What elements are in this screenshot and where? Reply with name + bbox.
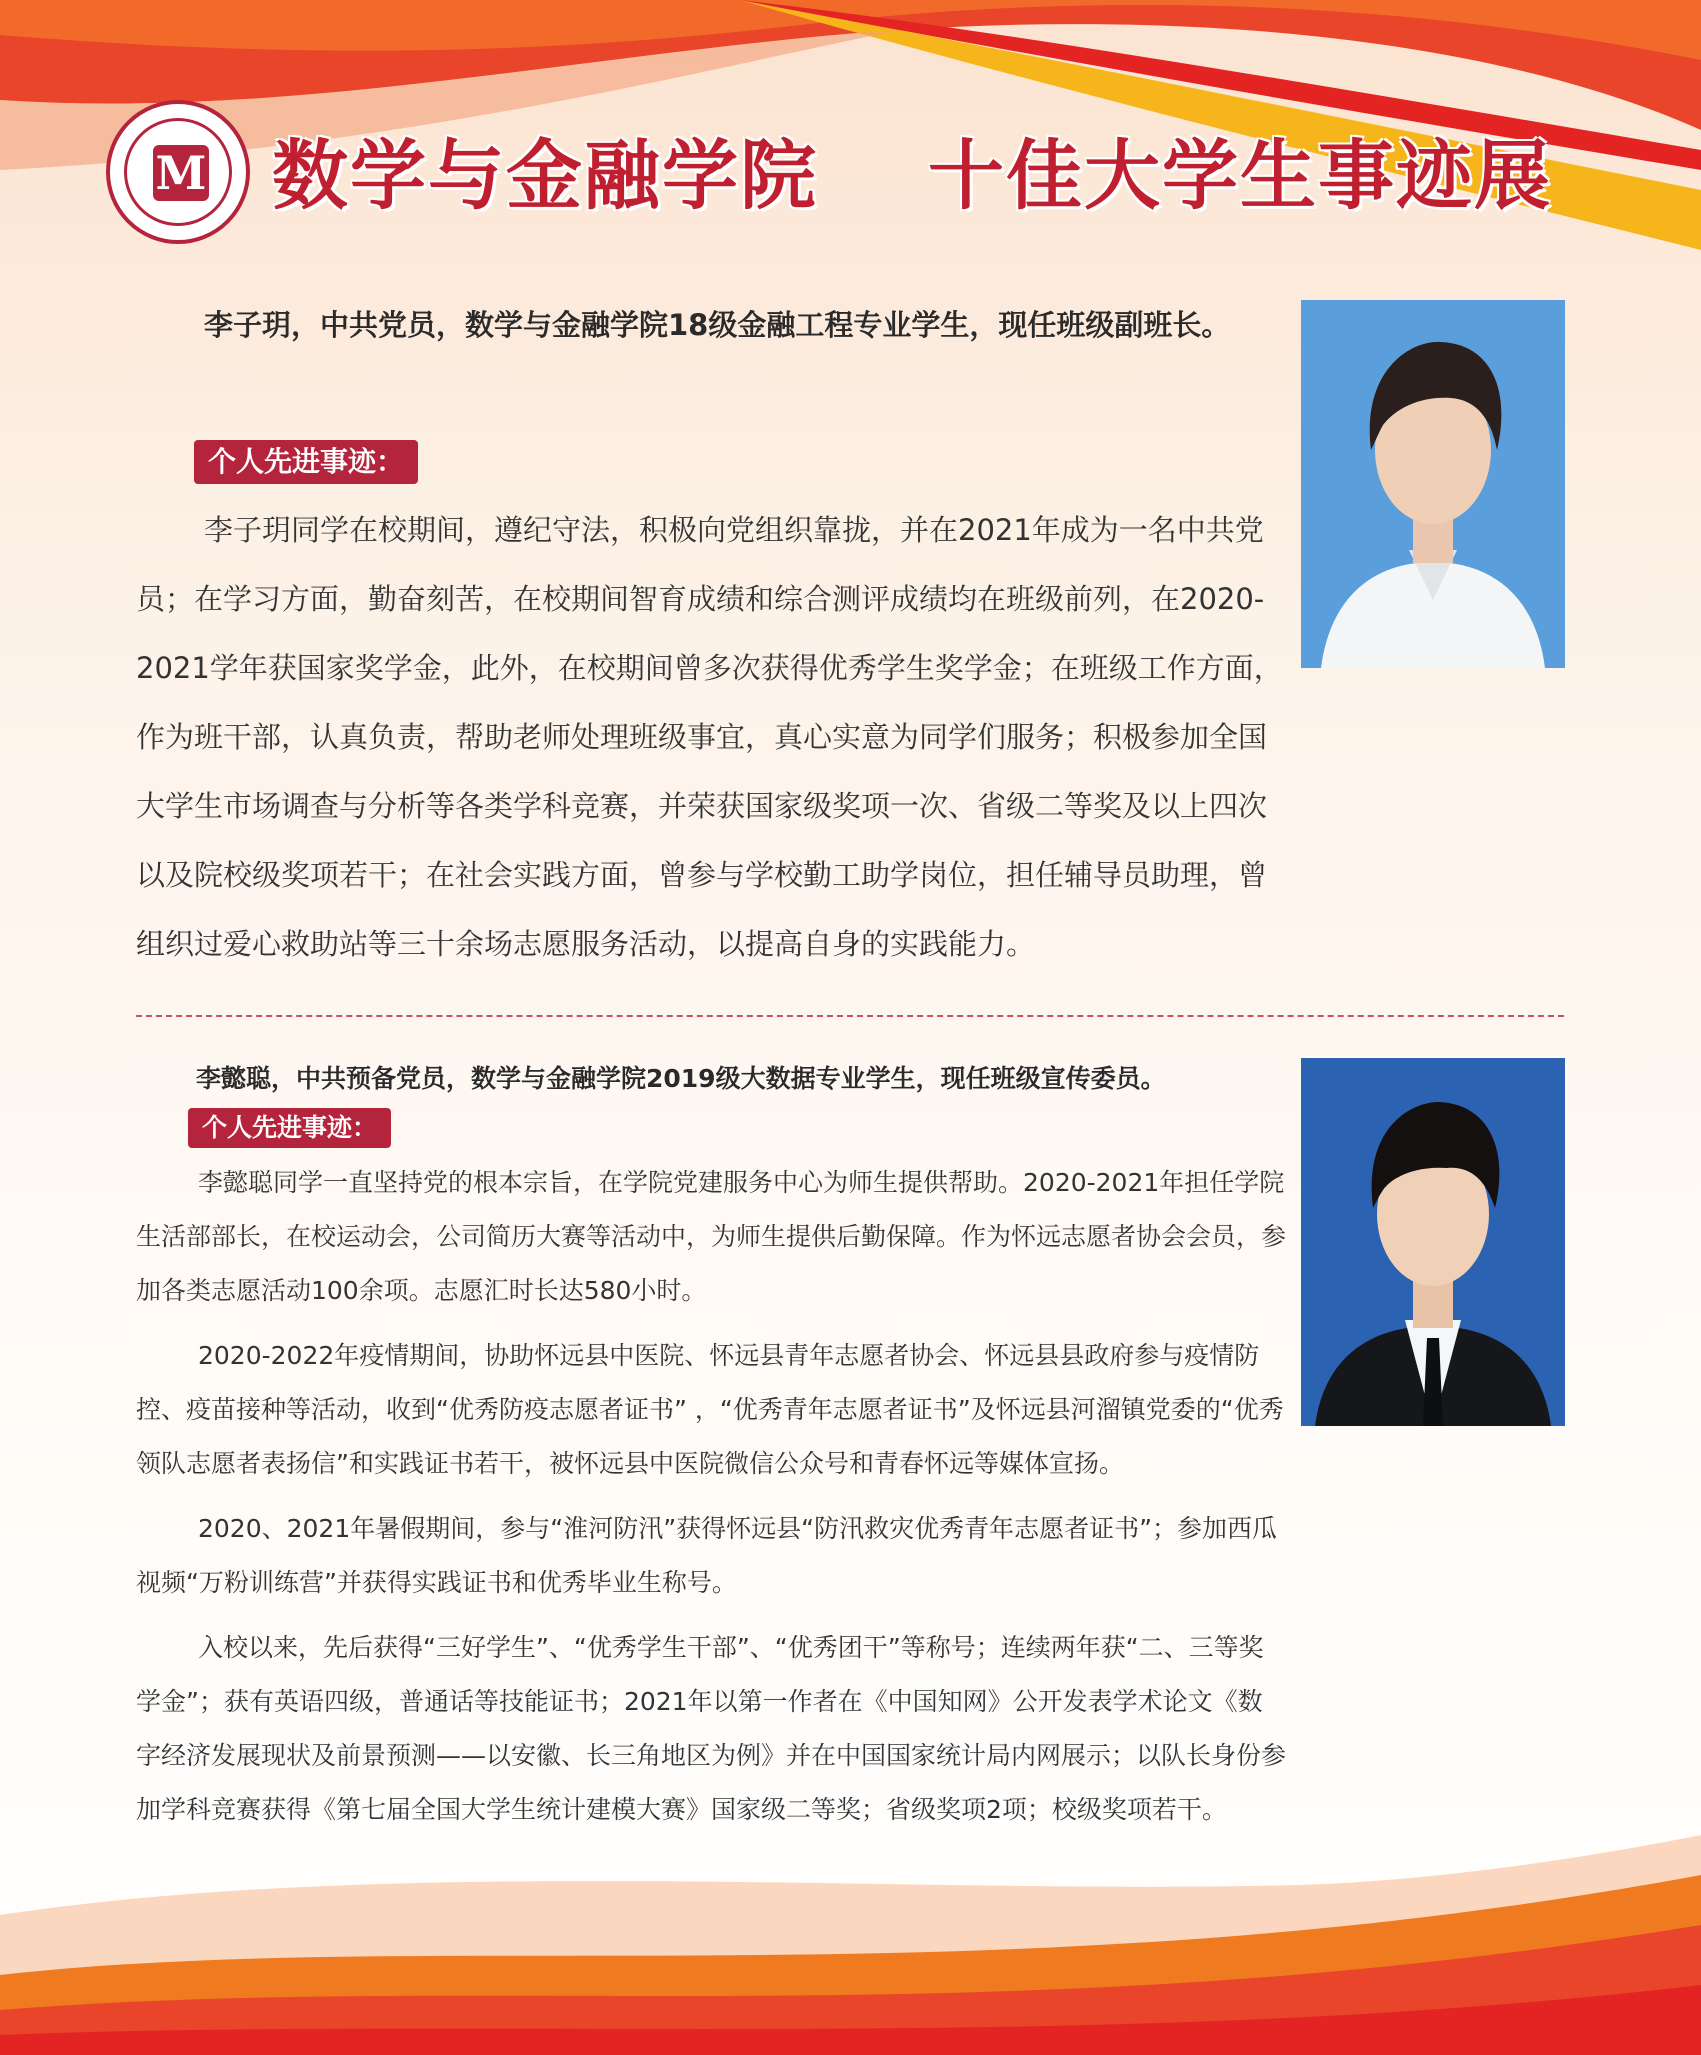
student2-achievement-text	[136, 1156, 1286, 1848]
logo-emblem-icon: M	[153, 145, 209, 201]
student2-photo	[1301, 1058, 1565, 1426]
student1-intro: 李子玥，中共党员，数学与金融学院18级金融工程专业学生，现任班级副班长。	[204, 308, 1231, 342]
footer-decoration	[0, 1835, 1701, 2055]
student1-achievement-tag: 个人先进事迹：	[194, 440, 418, 484]
student1-portrait-icon	[1301, 300, 1565, 668]
student2-paragraph: 入校以来，先后获得“三好学生”、“优秀学生干部”、“优秀团干”等称号；连续两年获“二、三等奖学金”；获有英语四级，普通话等技能证书；2021年以第一作者在《中国知网》公开发表学术论文《数字经济发展现状及前景预测——以安徽、长三角地区为例》并在中国国家统计局内网展示；以队长身份参加学科竞赛获得《第七届全国大学生统计建模大赛》国家级二等奖；省级奖项2项；校级奖项若干。	[136, 1633, 1287, 1824]
student2-achievement-tag: 个人先进事迹：	[188, 1108, 391, 1148]
student2-paragraph: 李懿聪同学一直坚持党的根本宗旨，在学院党建服务中心为师生提供帮助。2020-2021年担任学院生活部部长，在校运动会，公司简历大赛等活动中，为师生提供后勤保障。作为怀远志愿者协会会员，参加各类志愿活动100余项。志愿汇时长达580小时。	[136, 1168, 1287, 1305]
page-title-college: 数学与金融学院	[272, 131, 818, 220]
section-divider	[136, 1015, 1564, 1017]
student2-portrait-icon	[1301, 1058, 1565, 1426]
student1-photo	[1301, 300, 1565, 668]
page-title-exhibit: 十佳大学生事迹展	[928, 131, 1552, 220]
student2-intro: 李懿聪，中共预备党员，数学与金融学院2019级大数据专业学生，现任班级宣传委员。	[196, 1064, 1166, 1093]
student2-paragraph: 2020、2021年暑假期间，参与“淮河防汛”获得怀远县“防汛救灾优秀青年志愿者证书”；参加西瓜视频“万粉训练营”并获得实践证书和优秀毕业生称号。	[136, 1514, 1278, 1597]
student1-achievement-text: 李子玥同学在校期间，遵纪守法，积极向党组织靠拢，并在2021年成为一名中共党员；在学习方面，勤奋刻苦，在校期间智育成绩和综合测评成绩均在班级前列，在2020-2021学年获国家奖学金，此外，在校期间曾多次获得优秀学生奖学金；在班级工作方面，作为班干部，认真负责，帮助老师处理班级事宜，真心实意为同学们服务；积极参加全国大学生市场调查与分析等各类学科竞赛，并荣获国家级奖项一次、省级二等奖及以上四次以及院校级奖项若干；在社会实践方面，曾参与学校勤工助学岗位，担任辅导员助理，曾组织过爱心救助站等三十余场志愿服务活动，以提高自身的实践能力。	[136, 513, 1283, 961]
logo-inner-ring	[124, 118, 232, 226]
student2-paragraph: 2020-2022年疫情期间，协助怀远县中医院、怀远县青年志愿者协会、怀远县县政府参与疫情防控、疫苗接种等活动，收到“优秀防疫志愿者证书” ，“优秀青年志愿者证书”及怀远县河溜镇党委的“优秀领队志愿者表扬信”和实践证书若干，被怀远县中医院微信公众号和青春怀远等媒体宣扬。	[136, 1341, 1284, 1478]
college-logo	[106, 100, 250, 244]
